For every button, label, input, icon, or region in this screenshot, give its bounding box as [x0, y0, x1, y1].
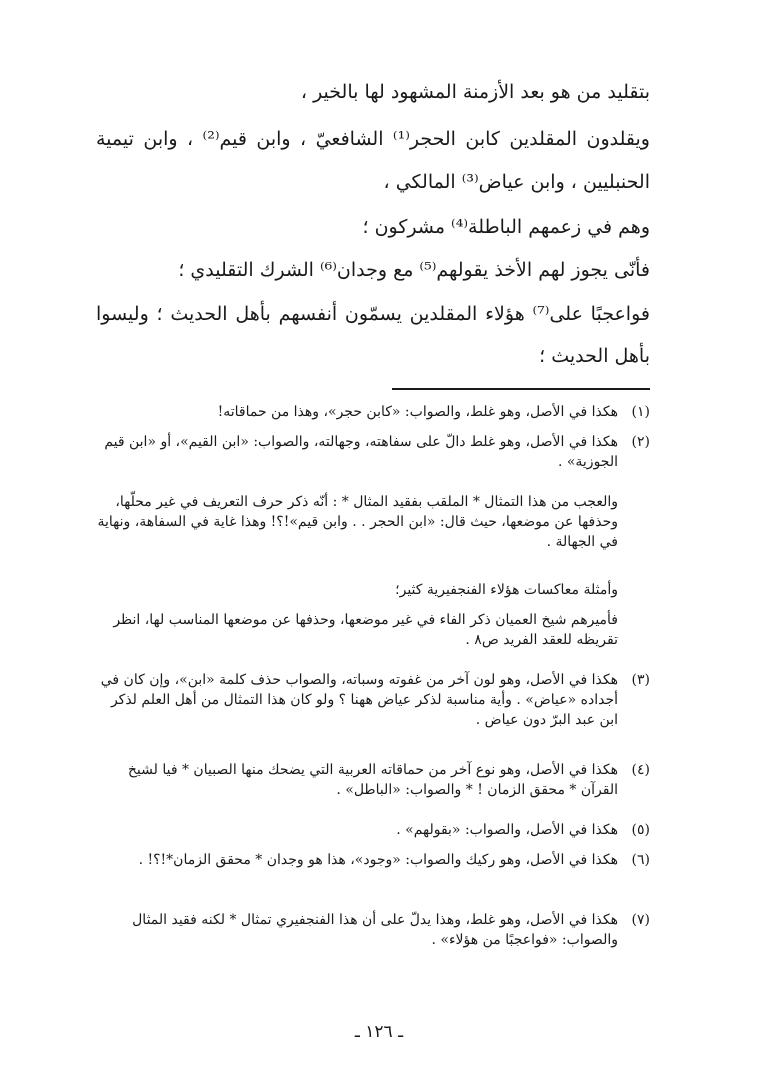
footnote-number: (١) [631, 404, 650, 420]
footnote-text: هكذا في الأصل، وهو لون آخر من غفوته وسباته، والصواب حذف كلمة «ابن»، وإن كان في أجداده «عياض» . وأية مناسبة لذكر عياض ههنا ؟ ولو كان هذا التمثال من أهل العلم لذكر ابن عبد البرّ دون عياض . [100, 672, 618, 728]
footnote-2-continuation-3 [96, 610, 650, 650]
footnote-6 [96, 850, 650, 870]
footnote-1 [96, 402, 650, 422]
footnote-3 [96, 670, 650, 730]
footnote-5 [96, 820, 650, 840]
footnote-2 [96, 432, 650, 472]
footnote-text: هكذا في الأصل، وهو نوع آخر من حماقاته العربية التي يضحك منها الصبيان * فيا لشيخ القرآن * محقق الزمان ! * والصواب: «الباطل» . [127, 762, 618, 798]
footnote-2-continuation-1 [96, 492, 650, 552]
main-text-line-5: فأنّى يجوز لهم الأخذ يقولهم⁽⁵⁾ مع وجدان⁽⁶⁾ الشرك التقليدي ؛ [178, 259, 650, 281]
footnote-4 [96, 760, 650, 800]
main-text-line-2: ويقلدون المقلدين كابن الحجر⁽¹⁾ الشافعيّ ، وابن قيم⁽²⁾ ، وابن تيمية [96, 128, 650, 150]
footnote-7 [96, 910, 650, 950]
main-text-line-4: وهم في زعمهم الباطلة⁽⁴⁾ مشركون ؛ [362, 216, 650, 238]
footnote-text: هكذا في الأصل، وهو غلط، والصواب: «كابن حجر»، وهذا من حماقاته! [217, 404, 618, 420]
footnote-text: هكذا في الأصل، وهو غلط دالّ على سفاهته، وجهالته، والصواب: «ابن القيم»، أو «ابن قيم الجوزية» . [104, 434, 618, 470]
footnote-text: هكذا في الأصل، وهو غلط، وهذا يدلّ على أن هذا الفنجفيري تمثال * لكنه فقيد المثال والصواب: «فواعجبًا من هؤلاء» . [132, 912, 618, 948]
footnote-text: والعجب من هذا التمثال * الملقب بفقيد المثال * : أنّه ذكر حرف التعريف في غير محلّها، وحذفها عن موضعها، حيث قال: «ابن الحجر . . وابن قيم»!؟! وهذا غاية في السفاهة، ونهاية في الجهالة . [97, 494, 618, 550]
footnote-2-continuation-2 [96, 580, 650, 600]
footnote-number: (٤) [631, 762, 650, 778]
footnote-text: فأميرهم شيخ العميان ذكر الفاء في غير موضعها، وحذفها عن موضعها المناسب لها، انظر تقريظه للعقد الفريد ص٨ . [113, 612, 618, 648]
footnote-text: وأمثلة معاكسات هؤلاء الفنجفيرية كثير؛ [395, 582, 618, 598]
footnote-text: هكذا في الأصل، وهو ركيك والصواب: «وجود»، هذا هو وجدان * محقق الزمان*!؟! . [138, 852, 618, 868]
main-text-line-3: الحنبليين ، وابن عياض⁽³⁾ المالكي ، [383, 171, 650, 193]
footnote-number: (٧) [631, 912, 650, 928]
footnote-number: (٥) [631, 822, 650, 838]
main-text-line-6: فواعجبًا على⁽⁷⁾ هؤلاء المقلدين يسمّون أنفسهم بأهل الحديث ؛ وليسوا [96, 303, 650, 325]
main-text-line-1: بتقليد من هو بعد الأزمنة المشهود لها بالخير ، [300, 81, 650, 103]
footnote-text: هكذا في الأصل، والصواب: «بقولهم» . [396, 822, 618, 838]
main-text-line-7: بأهل الحديث ؛ [539, 345, 650, 367]
footnote-number: (٣) [631, 672, 650, 688]
page-number: ـ ١٢٦ ـ [354, 1022, 404, 1042]
footnote-number: (٢) [631, 434, 650, 450]
footnote-number: (٦) [631, 852, 650, 868]
footnote-separator [392, 388, 650, 390]
